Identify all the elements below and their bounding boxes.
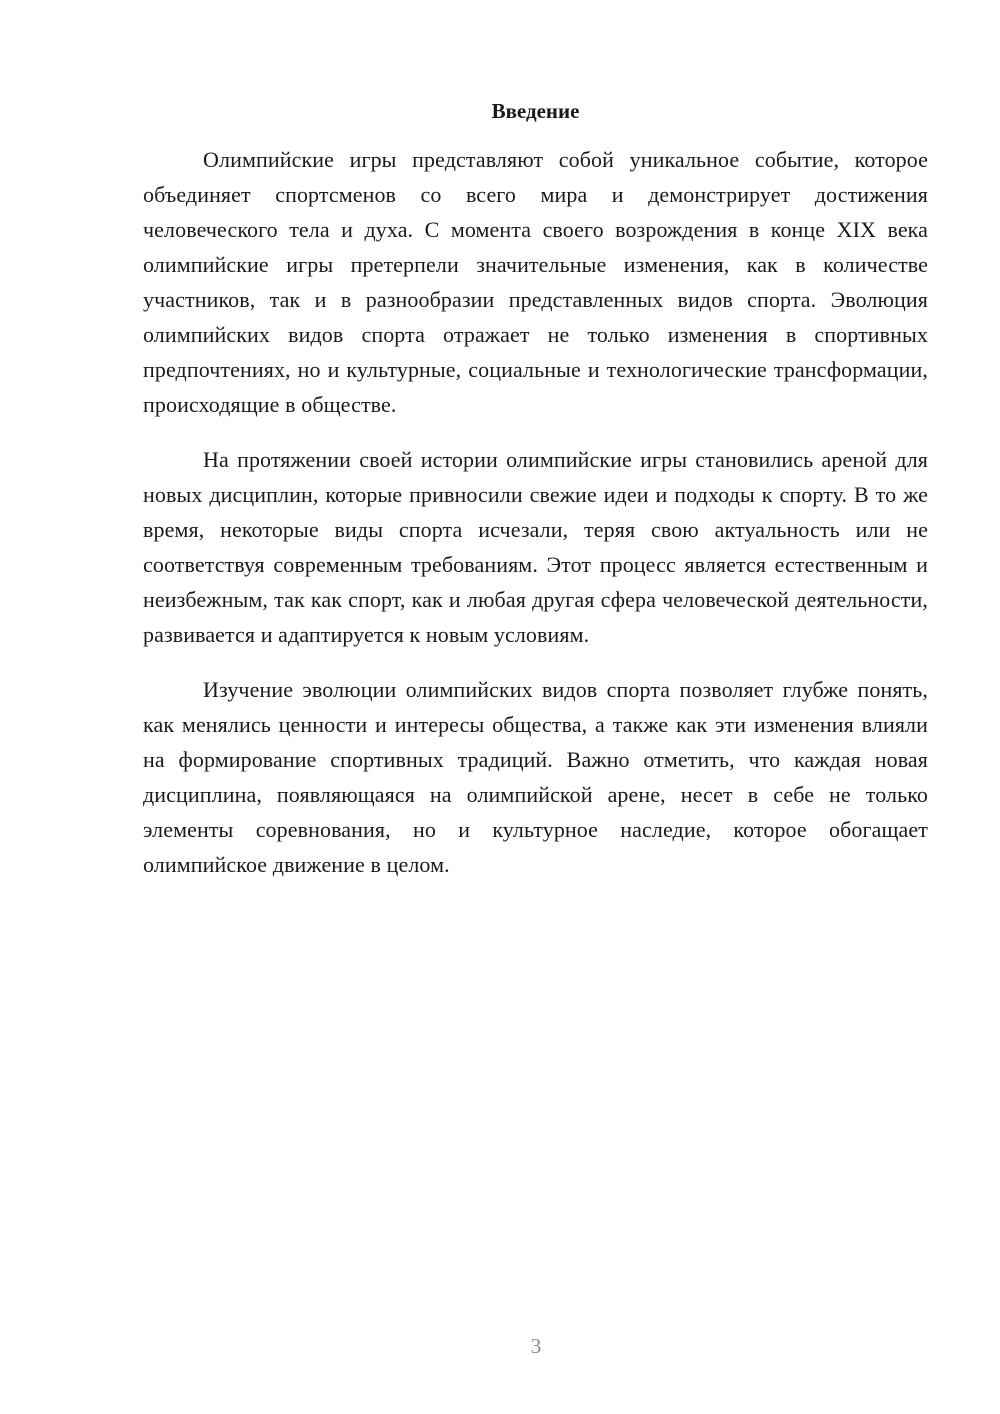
paragraph-2: На протяжении своей истории олимпийские игры становились ареной для новых дисциплин, которые привносили свежие идеи и подходы к спорту. В то же время, некоторые виды спорта исчезали, теряя свою актуальность или не соответствуя современным требованиям. Этот процесс является естественным и неизбежным, так как спорт, как и любая другая сфера человеческой деятельности, развивается и адаптируется к новым условиям. xyxy=(143,447,928,647)
section-title: Введение xyxy=(491,99,580,123)
document-body xyxy=(143,142,928,902)
paragraph-3: Изучение эволюции олимпийских видов спорта позволяет глубже понять, как менялись ценности и интересы общества, а также как эти изменения влияли на формирование спортивных традиций. Важно отметить, что каждая новая дисциплина, появляющаяся на олимпийской арене, несет в себе не только элементы соревнования, но и культурное наследие, которое обогащает олимпийское движение в целом. xyxy=(143,677,928,877)
paragraph-1: Олимпийские игры представляют собой уникальное событие, которое объединяет спортсменов со всего мира и демонстрирует достижения человеческого тела и духа. С момента своего возрождения в конце XIX века олимпийские игры претерпели значительные изменения, как в количестве участников, так и в разнообразии представленных видов спорта. Эволюция олимпийских видов спорта отражает не только изменения в спортивных предпочтениях, но и культурные, социальные и технологические трансформации, происходящие в обществе. xyxy=(143,147,928,417)
page-number: 3 xyxy=(530,1334,542,1358)
